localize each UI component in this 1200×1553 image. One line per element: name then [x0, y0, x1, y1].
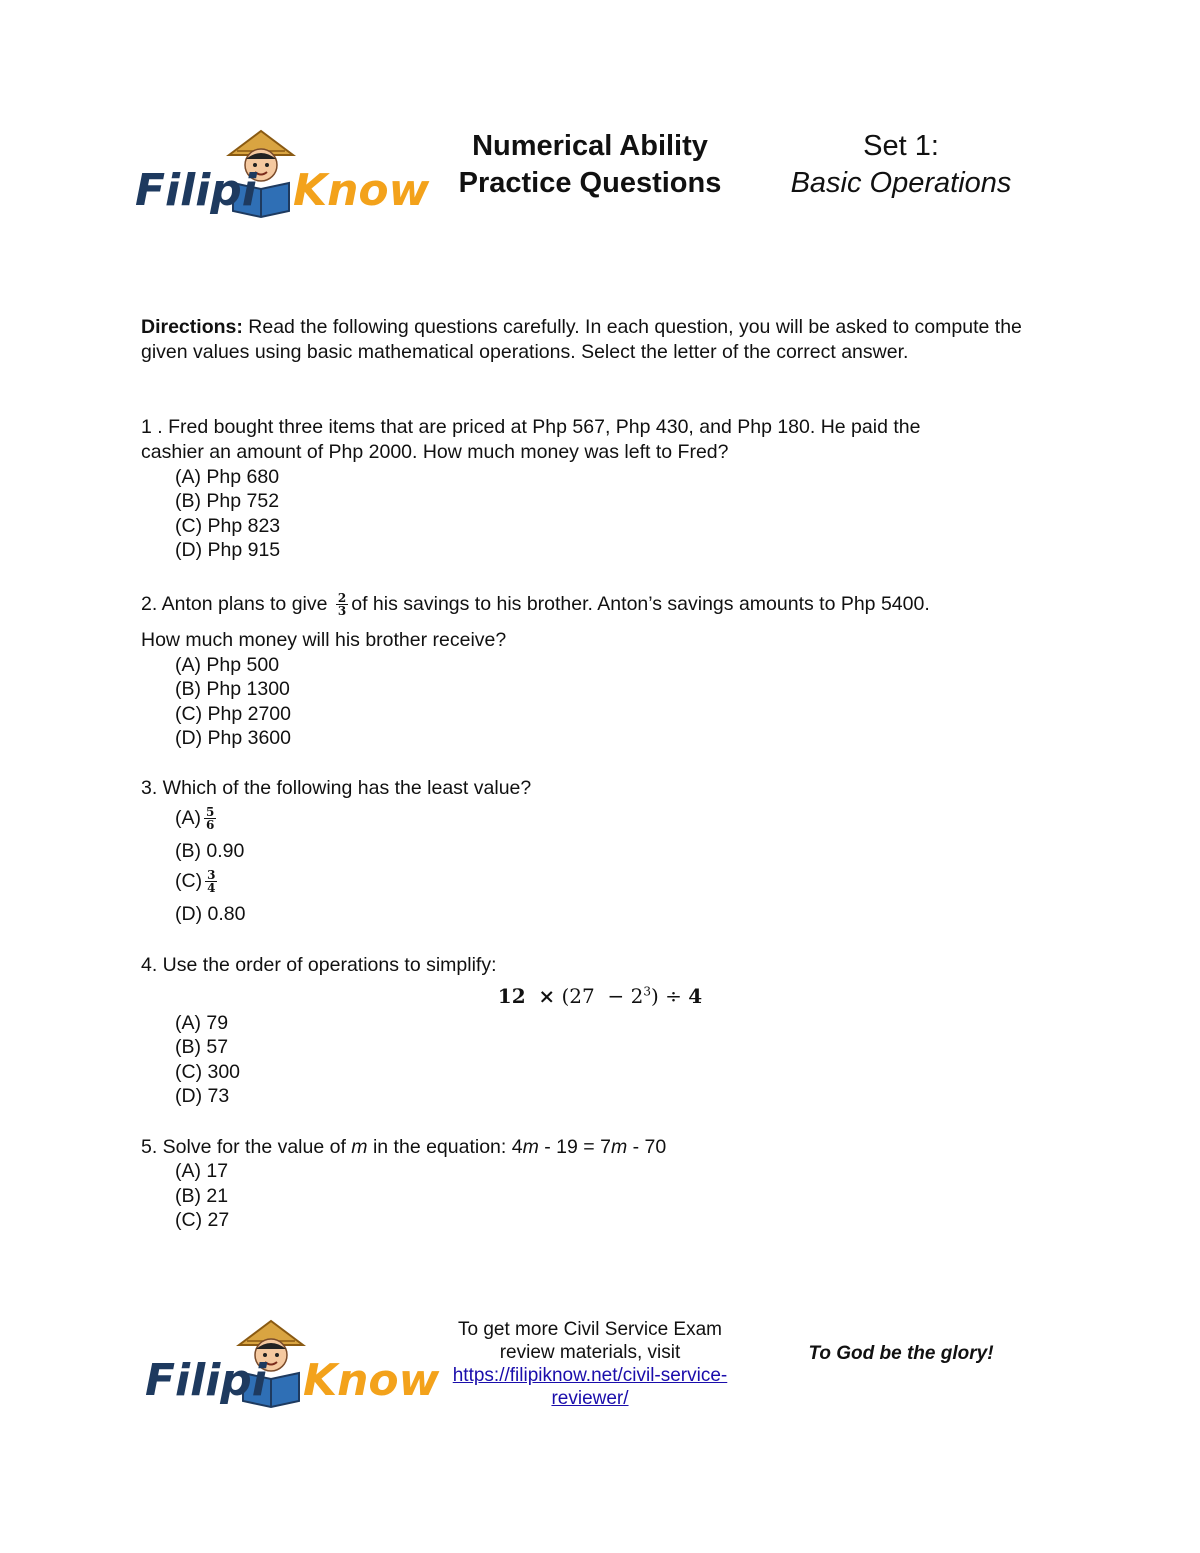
eq-base: 2 [630, 984, 644, 1008]
set-heading [772, 128, 1030, 202]
question-4-line-1: 4. Use the order of operations to simplify: [141, 954, 497, 976]
question-3-option-d: (D) 0.80 [175, 903, 246, 925]
math-expression [0, 984, 1200, 1008]
question-2-option-d: (D) Php 3600 [175, 727, 291, 749]
question-3-option-a [175, 806, 219, 831]
question-1-line-2: cashier an amount of Php 2000. How much money was left to Fred? [141, 441, 729, 463]
eq-times: × [538, 984, 556, 1008]
fraction-denominator: 3 [337, 604, 347, 619]
question-5-option-c: (C) 27 [175, 1209, 230, 1231]
logo-text-know: Know [293, 165, 430, 216]
fraction-denominator: 6 [206, 818, 215, 833]
variable-m: m [522, 1136, 539, 1158]
fraction-numerator: 3 [207, 868, 216, 883]
fraction-denominator: 4 [207, 881, 216, 896]
eq-minus: − [607, 984, 625, 1008]
question-2-line-1 [141, 592, 1061, 617]
question-5-option-a: (A) 17 [175, 1160, 229, 1182]
footer-line-2: review materials, visit [499, 1342, 681, 1363]
fraction-five-sixths [204, 806, 216, 831]
footer-link-line-1[interactable]: https://filipiknow.net/civil-service- [452, 1365, 728, 1386]
fraction-two-thirds [336, 592, 348, 617]
question-4-option-c: (C) 300 [175, 1061, 241, 1083]
directions-label: Directions: [141, 316, 243, 338]
question-3-option-b: (B) 0.90 [175, 840, 245, 862]
question-5-text-c: - 19 = 7 [538, 1136, 611, 1158]
footer-link-line-2[interactable]: reviewer/ [551, 1388, 629, 1409]
eq-term-4: 4 [688, 984, 703, 1008]
question-1-line-1: 1 . Fred bought three items that are priced at Php 567, Php 430, and Php 180. He paid the [141, 416, 921, 438]
question-4-option-a: (A) 79 [175, 1012, 229, 1034]
eq-paren-close: ) [650, 984, 659, 1008]
question-4-option-d: (D) 73 [175, 1085, 230, 1107]
fraction-numerator: 2 [337, 591, 347, 606]
option-label: (A) [175, 807, 201, 829]
question-3-option-c [175, 869, 220, 894]
question-2-option-b: (B) Php 1300 [175, 678, 290, 700]
logo-text-filipi: Filipi [135, 165, 257, 216]
logo-text-filipi: Filipi [145, 1355, 267, 1406]
question-2-line-2: How much money will his brother receive? [141, 629, 507, 651]
question-5-line-1 [141, 1135, 1061, 1160]
question-2-text-a: 2. Anton plans to give [141, 593, 333, 615]
footer-tagline: To God be the glory! [808, 1343, 994, 1364]
directions [141, 315, 1061, 365]
footer-promo [432, 1318, 748, 1410]
set-number: Set 1: [863, 130, 939, 162]
question-5-text-d: - 70 [627, 1136, 667, 1158]
title-line-2: Practice Questions [458, 167, 722, 199]
footer-line-1: To get more Civil Service Exam [458, 1319, 722, 1340]
question-2-option-a: (A) Php 500 [175, 654, 280, 676]
filipiknow-logo [133, 125, 430, 225]
page-title [432, 128, 748, 202]
eq-paren-open: (27 [561, 984, 595, 1008]
set-subtitle: Basic Operations [790, 167, 1012, 199]
question-5-option-b: (B) 21 [175, 1185, 229, 1207]
filipiknow-footer-logo [143, 1315, 440, 1415]
variable-m: m [610, 1136, 628, 1158]
question-3-line-1: 3. Which of the following has the least value? [141, 777, 532, 799]
title-line-1: Numerical Ability [472, 130, 708, 162]
question-2-option-c: (C) Php 2700 [175, 703, 291, 725]
option-label: (C) [175, 870, 203, 892]
logo-text-know: Know [303, 1355, 440, 1406]
question-1-option-a: (A) Php 680 [175, 466, 280, 488]
question-5-text-a: 5. Solve for the value of [141, 1136, 352, 1158]
variable-m: m [351, 1136, 368, 1158]
eq-term-12: 12 [497, 984, 526, 1008]
directions-text: Read the following questions carefully. In each question, you will be asked to compute the given values using basic mathematical operations. Select the letter of the correct answer. [141, 316, 1022, 363]
eq-exponent: 3 [643, 984, 651, 999]
question-4-option-b: (B) 57 [175, 1036, 229, 1058]
fraction-three-fourths [205, 869, 217, 894]
question-2-text-b: of his savings to his brother. Anton’s savings amounts to Php 5400. [351, 593, 930, 615]
question-1-option-c: (C) Php 823 [175, 515, 281, 537]
eq-divide: ÷ [665, 984, 682, 1008]
question-1-option-b: (B) Php 752 [175, 490, 280, 512]
fraction-numerator: 5 [206, 805, 215, 820]
question-1-option-d: (D) Php 915 [175, 539, 281, 561]
question-5-text-b: in the equation: 4 [367, 1136, 523, 1158]
